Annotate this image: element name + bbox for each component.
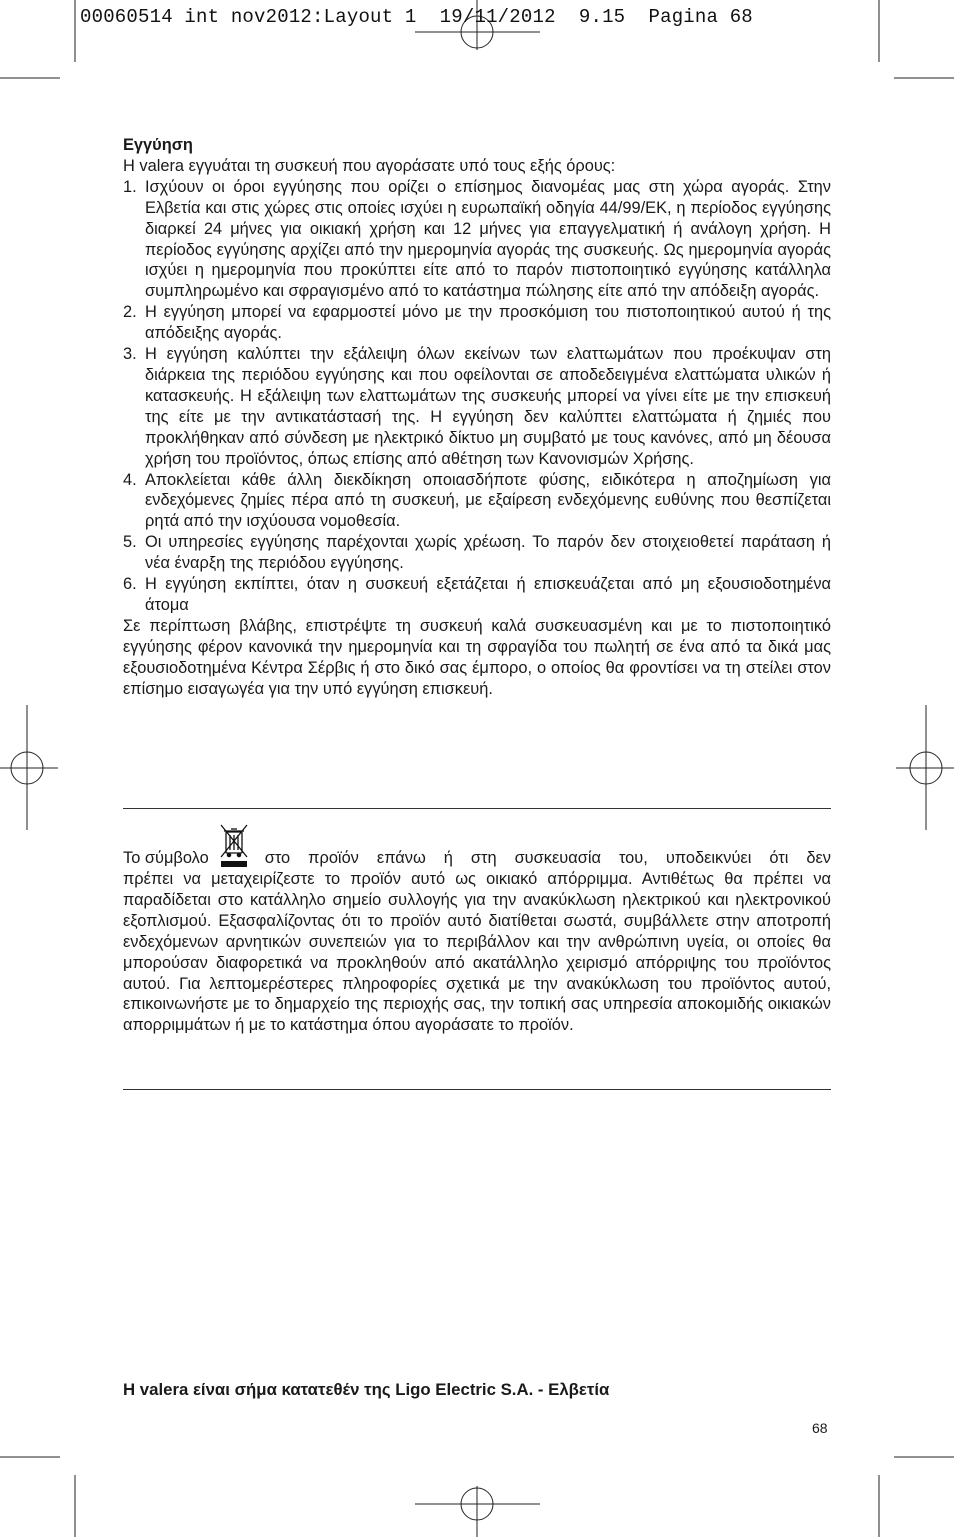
warranty-term: 3. Η εγγύηση καλύπτει την εξάλειψη όλων εκείνων των ελαττωμάτων που προέκυψαν στη διάρκεια της περιόδου εγγύησης και που οφείλονται σε αποδεδειγμένα ελαττώματα υλικών ή κατασκευής. Η εξάλειψη των ελαττωμάτων της συσκευής μπορεί να γίνει είτε με την επισκευή της είτε με την αντικατάστασή της. Η εγγύηση δεν καλύπτει ελαττώματα ή ζημιές που προκλήθηκαν από σύνδεση με ηλεκτρικό δίκτυο μη συμβατό με τους κανόνες, από μη δέουσα χρήση του προϊόντος, όπως επίσης από αθέτηση των Κανονισμών Χρήσης. <box>123 345 831 468</box>
crossed-out-bin-icon <box>217 823 251 869</box>
warranty-term: 5. Οι υπηρεσίες εγγύησης παρέχονται χωρίς χρέωση. Το παρόν δεν στοιχειοθετεί παράταση ή νέα έναρξη της περιόδου εγγύησης. <box>123 533 831 573</box>
weee-lead-rest: στο προϊόν επάνω ή στη συσκευασία του, υποδεικνύει ότι δεν <box>264 849 831 868</box>
warranty-term: 1. Ισχύουν οι όροι εγγύησης που ορίζει ο επίσημος διανομέας μας στη χώρα αγοράς. Στην Ελβετία και στις χώρες στις οποίες ισχύει η ευρωπαϊκή οδηγία 44/99/ΕΚ, η περίοδος εγγύησης διαρκεί 24 μήνες για οικιακή χρήση και 12 μήνες για επαγγελματική ή ανάλογη χρήση. Η περίοδος εγγύησης αρχίζει από την ημερομηνία αγοράς της συσκευής. Ως ημερομηνία αγοράς ισχύει η ημερομηνία που προκύπτει είτε από το παρόν πιστοποιητικό εγγύησης κατάλληλα συμπληρωμένο και σφραγισμένο από το κατάστημα πώλησης είτε από την απόδειξη αγοράς. <box>123 177 831 301</box>
warranty-term: 4. Αποκλείεται κάθε άλλη διεκδίκηση οποιασδήποτε φύσης, ειδικότερα η αποζημίωση για ενδεχόμενες ζημίες πέρα από τη συσκευή, με εξαίρεση ενδεχόμενης ευθύνης που θεσπίζεται ρητά από την ισχύουσα νομοθεσία. <box>123 470 831 531</box>
weee-lead: Το σύμβολο <box>123 849 209 868</box>
warranty-term: 2. Η εγγύηση μπορεί να εφαρμοστεί μόνο με την προσκόμιση του πιστοποιητικού αυτού ή της απόδειξης αγοράς. <box>123 303 831 343</box>
divider-bottom <box>123 1089 831 1090</box>
trademark-notice: H valera είναι σήμα κατατεθέν της Ligo Electric S.A. - Ελβετία <box>123 1380 610 1399</box>
warranty-title: Εγγύηση <box>123 136 193 154</box>
registration-mark-right <box>896 705 954 830</box>
warranty-section <box>123 135 831 699</box>
warranty-term: 6. Η εγγύηση εκπίπτει, όταν η συσκευή εξετάζεται ή επισκευάζεται από μη εξουσιοδοτημένα άτομα <box>123 575 831 614</box>
printer-slug: 00060514 int nov2012:Layout 1 19/11/2012 9.15 Pagina 68 <box>80 6 753 28</box>
warranty-intro: Η valera εγγυάται τη συσκευή που αγοράσατε υπό τους εξής όρους: <box>123 156 616 175</box>
warranty-terms-list <box>123 177 831 616</box>
registration-mark-bottom <box>415 1486 540 1537</box>
registration-mark-left <box>0 705 58 830</box>
page-number: 68 <box>812 1420 828 1436</box>
divider-top <box>123 808 831 809</box>
weee-section <box>123 819 831 1036</box>
weee-body: πρέπει να μεταχειρίζεστε το προϊόν αυτό ως οικιακό απόρριμμα. Αντιθέτως θα πρέπει να παραδίδεται στο κατάλληλο σημείο συλλογής για την ανακύκλωση ηλεκτρικού και ηλεκτρονικού εξοπλισμού. Εξασφαλίζοντας ότι το προϊόν αυτό διατίθεται σωστά, συμβάλλετε στην αποτροπή ενδεχόμενων αρνητικών συνεπειών για το περιβάλλον και την ανθρώπινη υγεία, οι οποίες θα μπορούσαν διαφορετικά να προκληθούν από ακατάλληλο χειρισμό απόρριψης του προϊόντος αυτού. Για λεπτομερέστερες πληροφορίες σχετικά με την ανακύκλωση του προϊόντος αυτού, επικοινωνήστε με το δημαρχείο της περιοχής σας, την τοπική σας υπηρεσία αποκομιδής οικιακών απορριμμάτων ή με το κατάστημα όπου αγοράσατε το προϊόν. <box>123 870 831 1035</box>
warranty-closing: Σε περίπτωση βλάβης, επιστρέψτε τη συσκευή καλά συσκευασμένη και με το πιστοποιητικό εγγύησης φέρον κανονικά την ημερομηνία και τη σφραγίδα του πωλητή σε ένα από τα δικά μας εξουσιοδοτημένα Κέντρα Σέρβις ή στο δικό σας έμπορο, ο οποίος θα φροντίσει να τη στείλει στον επίσημο εισαγωγέα για την υπό εγγύηση επισκευή. <box>123 616 831 698</box>
